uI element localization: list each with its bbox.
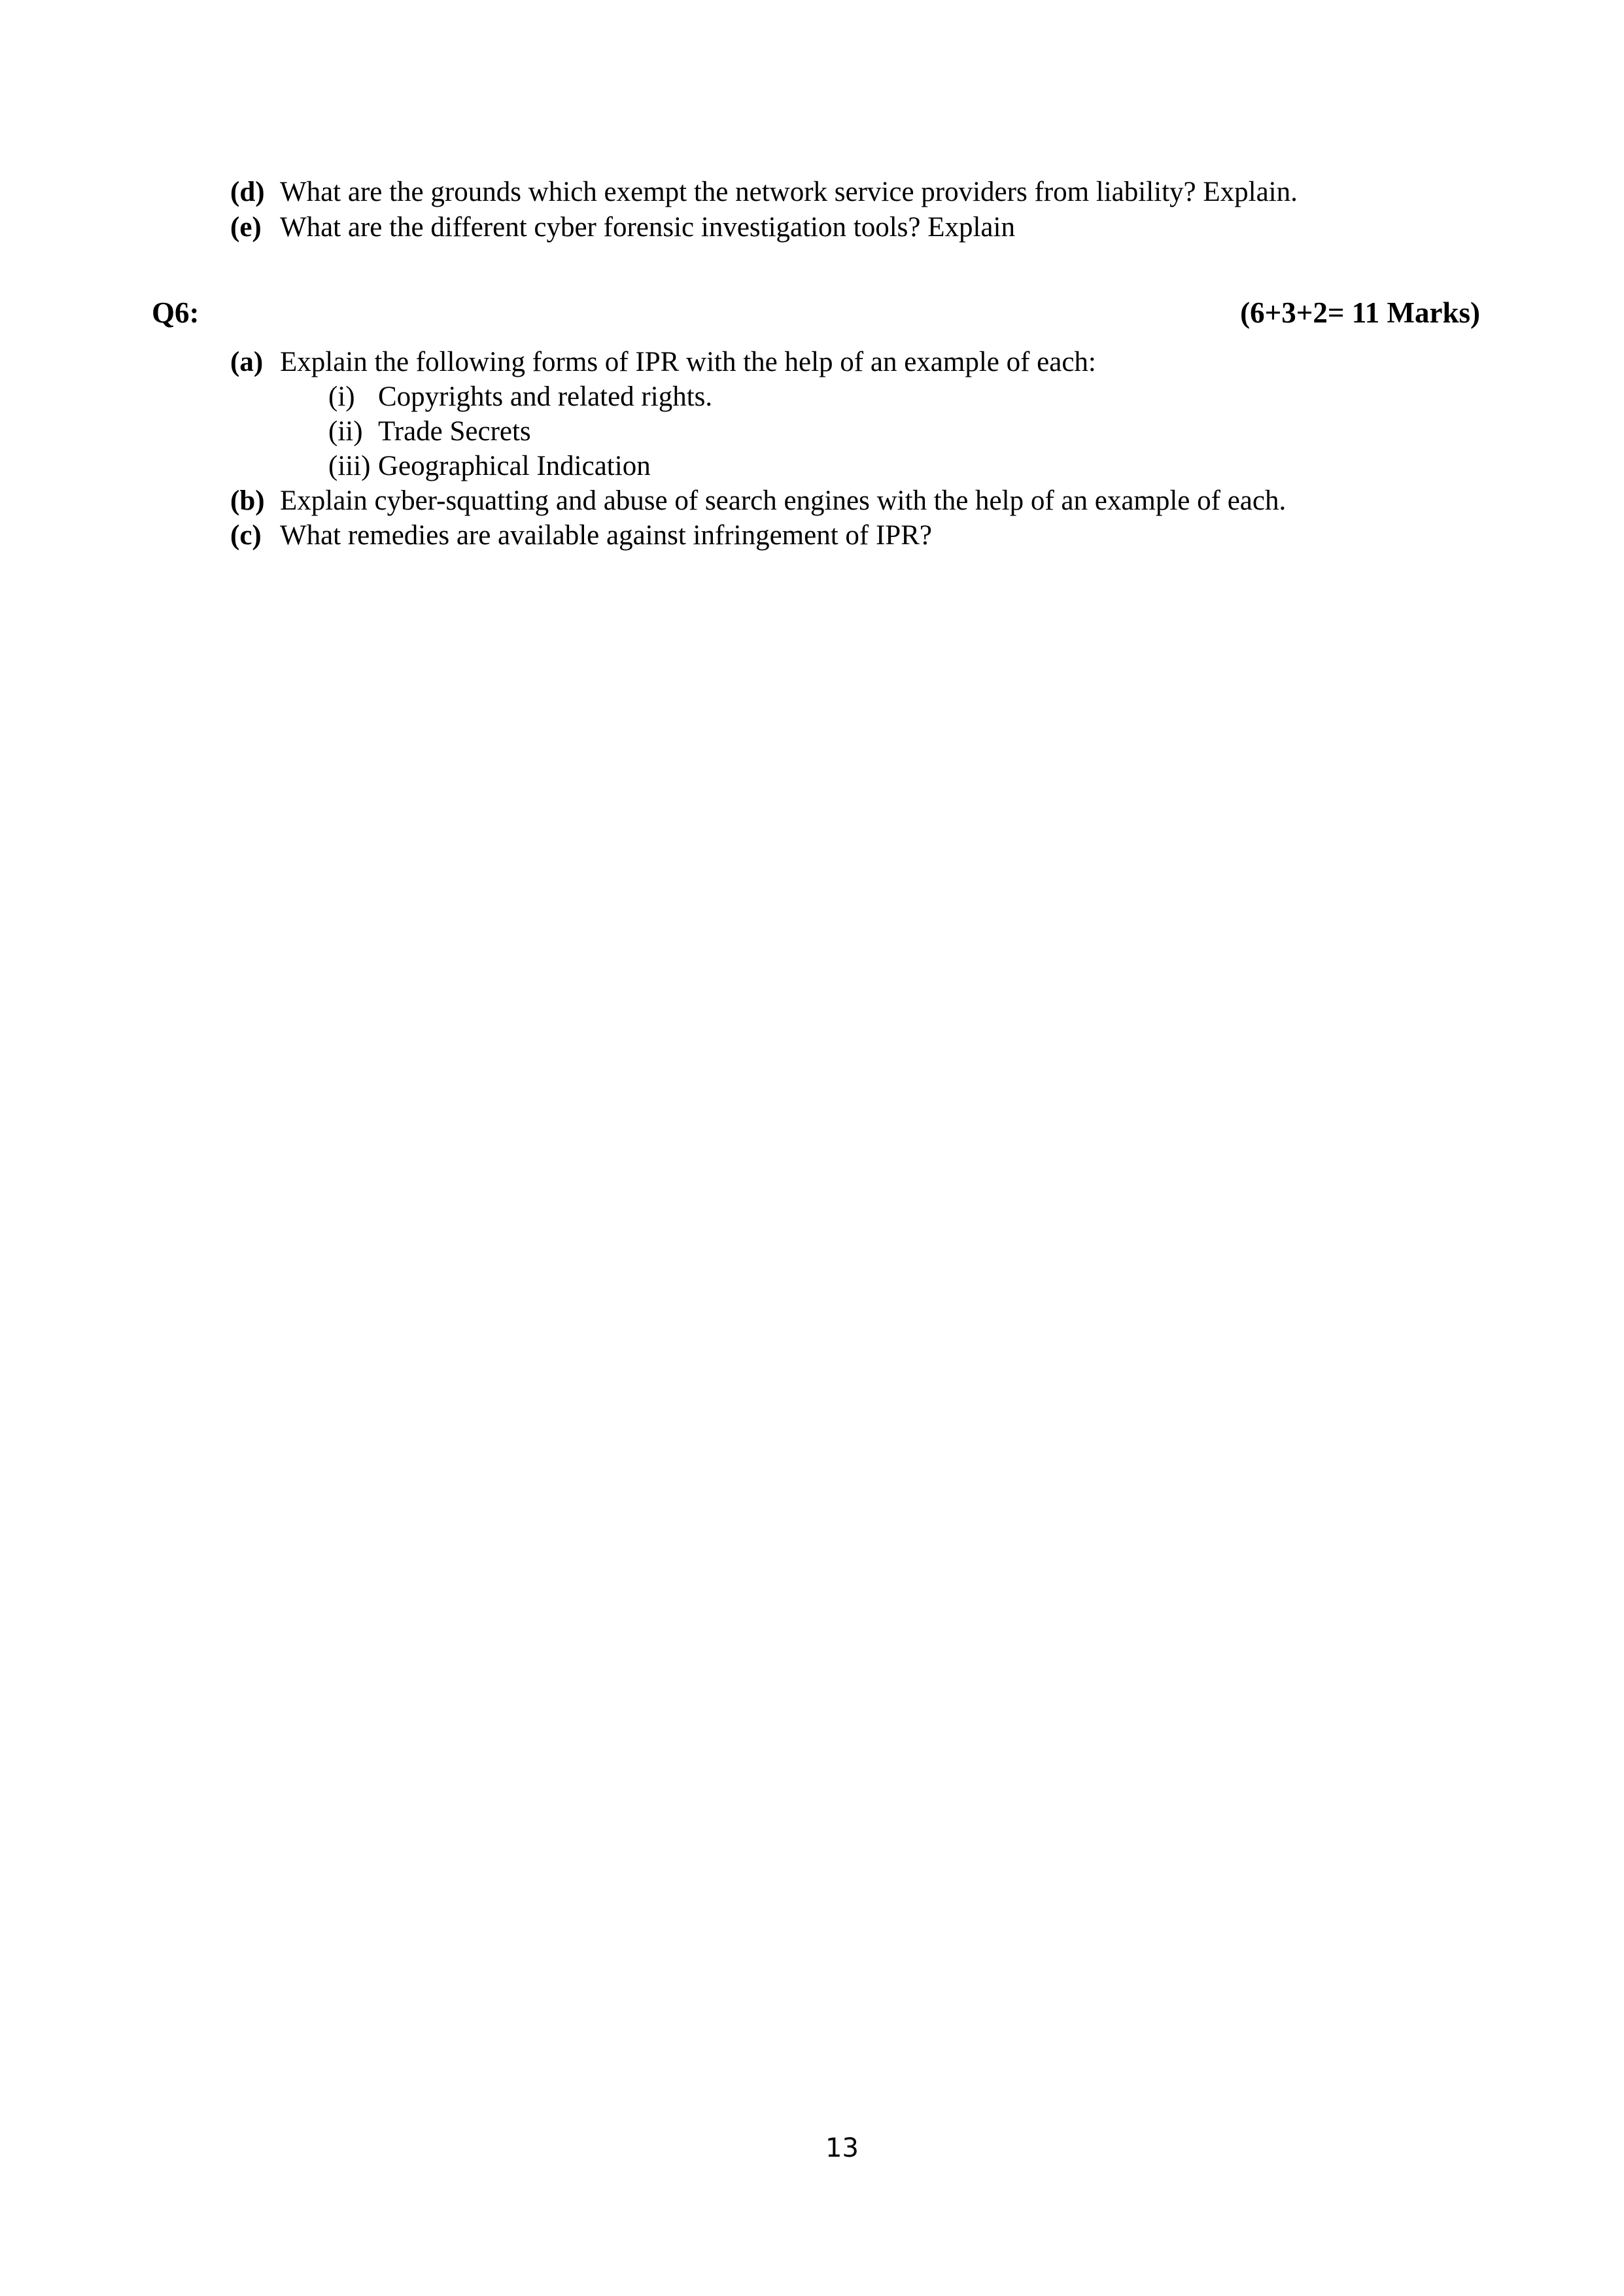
part-label: (b) xyxy=(230,485,265,516)
part-text: What are the different cyber forensic investigation tools? Explain xyxy=(280,212,1015,243)
subpart-label: (i) xyxy=(328,381,355,412)
page-number: 13 xyxy=(825,2133,859,2163)
part-label: (d) xyxy=(230,177,265,207)
subpart-label: (ii) xyxy=(328,416,363,447)
subpart-text: Trade Secrets xyxy=(378,416,531,447)
part-label: (a) xyxy=(230,347,264,377)
subpart-text: Copyrights and related rights. xyxy=(378,381,713,412)
part-text: Explain the following forms of IPR with the help of an example of each: xyxy=(280,347,1096,377)
part-text: Explain cyber-squatting and abuse of search engines with the help of an example of each. xyxy=(280,485,1287,516)
part-label: (c) xyxy=(230,520,262,551)
question-marks: (6+3+2= 11 Marks) xyxy=(1240,296,1480,329)
question-number: Q6: xyxy=(152,296,199,329)
subpart-label: (iii) xyxy=(328,451,371,481)
part-text: What are the grounds which exempt the network service providers from liability? Explain. xyxy=(280,177,1298,207)
part-text: What remedies are available against infringement of IPR? xyxy=(280,520,932,551)
subpart-text: Geographical Indication xyxy=(378,451,651,481)
part-label: (e) xyxy=(230,212,262,243)
